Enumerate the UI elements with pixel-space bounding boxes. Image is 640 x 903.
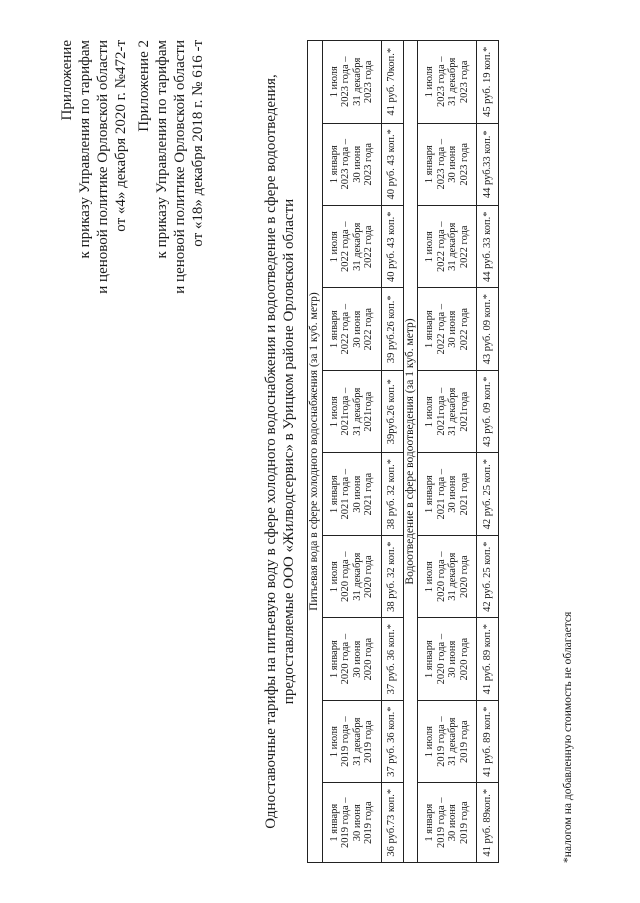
appendix-2-block: [135, 40, 207, 294]
appendix-1-title: Приложение: [59, 40, 75, 121]
water-price-cell: 38 руб. 32 коп.*: [381, 535, 403, 617]
water-prices-row: [381, 41, 403, 863]
sewage-period-cell: 1 июля 2019 года – 31 декабря 2019 года: [418, 700, 477, 782]
sewage-period-cell: 1 января 2020 года – 30 июня 2020 года: [418, 618, 477, 700]
water-price-cell: 37 руб. 36 коп.*: [381, 700, 403, 782]
water-period-cell: 1 июля 2019 года – 31 декабря 2019 года: [322, 700, 381, 782]
sewage-section-row: [403, 41, 418, 863]
sewage-price-cell: 45 руб. 19 коп.*: [477, 41, 499, 124]
appendix-1-block: [58, 40, 130, 294]
sewage-period-cell: 1 января 2023 года – 30 июня 2023 года: [418, 123, 477, 205]
appendix-2-line-2: и ценовой политике Орловской области: [172, 40, 188, 294]
appendix-2-line-3: от «18» декабря 2018 г. № 616 -т: [190, 40, 206, 247]
water-period-cell: 1 июля 2020 года – 31 декабря 2020 года: [322, 535, 381, 617]
sewage-period-cell: 1 января 2019 года – 30 июня 2019 года: [418, 783, 477, 863]
water-price-cell: 40 руб. 43 коп.*: [381, 123, 403, 205]
sewage-period-cell: 1 июля 2021года – 31 декабря 2021года: [418, 370, 477, 452]
appendix-1-line-1: к приказу Управления по тарифам: [77, 40, 93, 259]
water-section-title: Питьевая вода в сфере холодного водоснабжения (за 1 куб. метр): [308, 41, 323, 863]
vat-footnote: *налогом на добавленную стоимость не облагается: [562, 611, 574, 863]
water-period-cell: 1 января 2019 года – 30 июня 2019 года: [322, 783, 381, 863]
sewage-price-cell: 42 руб. 25 коп.*: [477, 453, 499, 535]
water-price-cell: 38 руб. 32 коп.*: [381, 453, 403, 535]
water-period-cell: 1 июля 2021года – 31 декабря 2021года: [322, 370, 381, 452]
heading-line-1: Одноставочные тарифы на питьевую воду в сфере холодного водоснабжения и водоотведение в сфере водоотведения,: [263, 74, 279, 829]
water-period-cell: 1 января 2022 года – 30 июня 2022 года: [322, 288, 381, 370]
sewage-price-cell: 43 руб. 09 коп.*: [477, 288, 499, 370]
appendix-2-line-1: к приказу Управления по тарифам: [154, 40, 170, 259]
sewage-period-cell: 1 января 2022 года – 30 июня 2022 года: [418, 288, 477, 370]
water-section-row: [308, 41, 323, 863]
sewage-price-cell: 43 руб. 09 коп.*: [477, 370, 499, 452]
sewage-price-cell: 44 руб. 33 коп.*: [477, 206, 499, 288]
water-period-cell: 1 января 2020 года – 30 июня 2020 года: [322, 618, 381, 700]
water-price-cell: 37 руб. 36 коп.*: [381, 618, 403, 700]
appendix-1-line-2: и ценовой политике Орловской области: [95, 40, 111, 294]
sewage-period-cell: 1 июля 2020 года – 31 декабря 2020 года: [418, 535, 477, 617]
sewage-price-cell: 44 руб.33 коп.*: [477, 123, 499, 205]
sewage-prices-row: [477, 41, 499, 863]
appendix-2-title: Приложение 2: [136, 40, 152, 132]
sewage-price-cell: 41 руб. 89коп.*: [477, 783, 499, 863]
sewage-periods-row: [418, 41, 477, 863]
water-period-cell: 1 июля 2022 года – 31 декабря 2022 года: [322, 206, 381, 288]
sewage-section-title: Водоотведение в сфере водоотведения (за 1 куб. метр): [403, 41, 418, 863]
sewage-price-cell: 41 руб. 89 коп.*: [477, 618, 499, 700]
sewage-period-cell: 1 июля 2023 года – 31 декабря 2023 года: [418, 41, 477, 124]
water-price-cell: 39 руб.26 коп.*: [381, 288, 403, 370]
sewage-price-cell: 41 руб. 89 коп.*: [477, 700, 499, 782]
sewage-period-cell: 1 июля 2022 года – 31 декабря 2022 года: [418, 206, 477, 288]
water-price-cell: 36 руб.73 коп.*: [381, 783, 403, 863]
water-period-cell: 1 января 2023 года – 30 июня 2023 года: [322, 123, 381, 205]
water-price-cell: 39руб.26 коп.*: [381, 370, 403, 452]
document-heading: [262, 40, 298, 863]
heading-line-2: предоставляемые ООО «Жилводсервис» в Урицком районе Орловской области: [281, 198, 297, 705]
appendix-1-line-3: от «4» декабря 2020 г. №472-т: [113, 40, 129, 232]
sewage-price-cell: 42 руб. 25 коп.*: [477, 535, 499, 617]
tariff-table: [307, 40, 499, 863]
water-periods-row: [322, 41, 381, 863]
sewage-period-cell: 1 января 2021 года – 30 июня 2021 года: [418, 453, 477, 535]
water-price-cell: 41 руб. 70коп.*: [381, 41, 403, 124]
water-price-cell: 40 руб. 43 коп.*: [381, 206, 403, 288]
water-period-cell: 1 января 2021 года – 30 июня 2021 года: [322, 453, 381, 535]
water-period-cell: 1 июля 2023 года – 31 декабря 2023 года: [322, 41, 381, 124]
